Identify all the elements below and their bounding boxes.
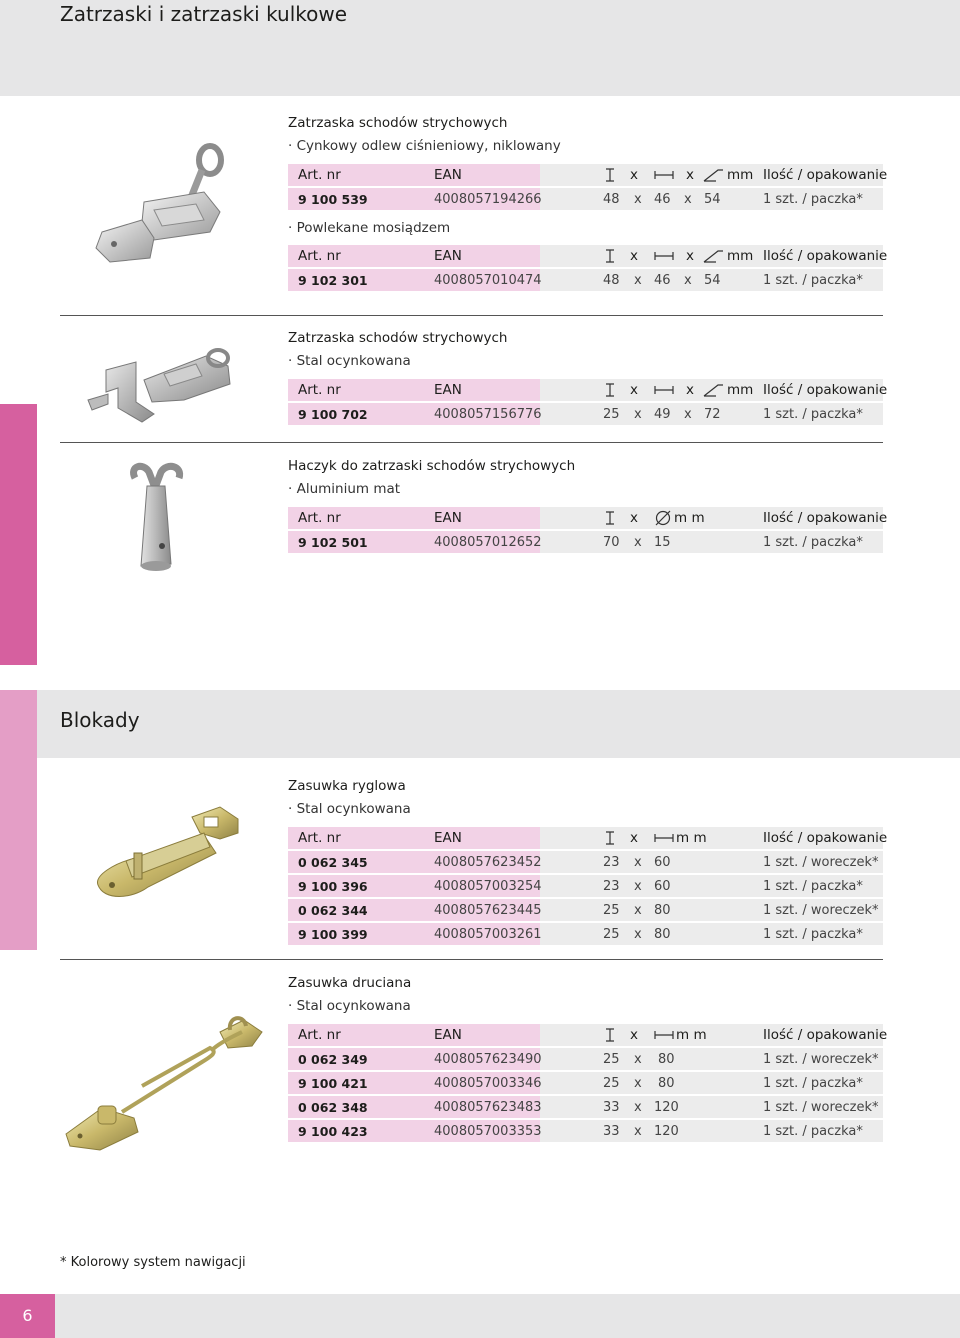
navigation-strip-light: [0, 690, 37, 950]
height-icon: [604, 1028, 616, 1042]
dim-value: 54: [704, 192, 721, 207]
footer-band: [55, 1294, 960, 1338]
dim-value: 80: [654, 927, 671, 942]
quantity: 1 szt. / paczka*: [763, 1124, 863, 1139]
dim-value: 23: [603, 879, 620, 894]
quantity: 1 szt. / woreczek*: [763, 903, 879, 918]
dim-x: x: [634, 1052, 642, 1067]
quantity: 1 szt. / paczka*: [763, 407, 863, 422]
dim-x: x: [634, 879, 642, 894]
ean-code: 4008057623490: [434, 1052, 542, 1067]
dim-value: 48: [603, 192, 620, 207]
dim-x: x: [634, 903, 642, 918]
dim-x: x: [634, 192, 642, 207]
product-section: [288, 972, 888, 1144]
product-title: Zatrzaska schodów strychowych: [288, 330, 508, 346]
dim-x: x: [684, 192, 692, 207]
unit-mm: mm: [727, 167, 754, 183]
quantity: 1 szt. / woreczek*: [763, 855, 879, 870]
quantity: 1 szt. / paczka*: [763, 192, 863, 207]
table-row: [288, 851, 883, 875]
table-row: [288, 1120, 883, 1144]
dim-x: x: [684, 407, 692, 422]
ean-code: 4008057003261: [434, 927, 542, 942]
product-title: Zatrzaska schodów strychowych: [288, 115, 508, 131]
col-art: Art. nr: [298, 167, 341, 183]
dim-value: 70: [603, 535, 620, 550]
art-number: 9 100 539: [298, 192, 368, 207]
table-header-row: [288, 245, 888, 269]
product-material: · Stal ocynkowana: [288, 998, 411, 1014]
dim-x: x: [634, 1100, 642, 1115]
art-number: 9 100 396: [298, 879, 368, 894]
table-row: [288, 531, 883, 555]
art-number: 9 100 399: [298, 927, 368, 942]
dim-x: x: [630, 510, 638, 526]
product-section: [288, 327, 888, 427]
product-material: · Powlekane mosiądzem: [288, 220, 451, 236]
height-icon: [604, 168, 616, 182]
dim-x: x: [634, 927, 642, 942]
ean-code: 4008057623483: [434, 1100, 542, 1115]
col-ean: EAN: [434, 248, 462, 264]
navigation-strip-dark: [0, 404, 37, 665]
height-icon: [604, 249, 616, 263]
dim-x: x: [634, 1124, 642, 1139]
length-icon: [702, 168, 724, 182]
width-icon: [654, 383, 674, 397]
width-icon: [654, 249, 674, 263]
col-qty: Ilość / opakowanie: [763, 382, 888, 398]
quantity: 1 szt. / paczka*: [763, 535, 863, 550]
dim-x: x: [630, 248, 638, 264]
dim-value: 49: [654, 407, 671, 422]
dim-x: x: [634, 407, 642, 422]
art-number: 9 100 423: [298, 1124, 368, 1139]
bolt-latch-image: [92, 805, 242, 910]
ean-code: 4008057003346: [434, 1076, 542, 1091]
separator-line: [60, 315, 883, 316]
dim-value: 60: [654, 879, 671, 894]
col-art: Art. nr: [298, 1027, 341, 1043]
product-material: · Stal ocynkowana: [288, 353, 411, 369]
table-header-row: [288, 1024, 888, 1048]
dim-value: 25: [603, 1076, 620, 1091]
page-number: 6: [0, 1294, 55, 1338]
wire-latch-image: [62, 1012, 267, 1152]
table-row: [288, 1072, 883, 1096]
art-number: 9 100 421: [298, 1076, 368, 1091]
art-number: 0 062 344: [298, 903, 368, 918]
attic-hook-image: [125, 460, 190, 575]
ean-code: 4008057003353: [434, 1124, 542, 1139]
ean-code: 4008057012652: [434, 535, 542, 550]
dim-value: 33: [603, 1100, 620, 1115]
section-header-band: [37, 690, 960, 758]
col-qty: Ilość / opakowanie: [763, 1027, 888, 1043]
col-qty: Ilość / opakowanie: [763, 830, 888, 846]
table-row: [288, 923, 883, 947]
ean-code: 4008057623452: [434, 855, 542, 870]
page-title: Zatrzaski i zatrzaski kulkowe: [60, 2, 348, 26]
product-section: [288, 112, 888, 293]
product-title: Zasuwka ryglowa: [288, 778, 406, 794]
dim-value: 46: [654, 273, 671, 288]
dim-value: 80: [658, 1076, 675, 1091]
ean-code: 4008057010474: [434, 273, 542, 288]
length-icon: [702, 383, 724, 397]
separator-line: [60, 442, 883, 443]
dim-value: 48: [603, 273, 620, 288]
attic-latch-zinc-image: [86, 340, 236, 430]
ean-code: 4008057623445: [434, 903, 542, 918]
col-art: Art. nr: [298, 382, 341, 398]
height-icon: [604, 511, 616, 525]
col-qty: Ilość / opakowanie: [763, 167, 888, 183]
width-icon: [654, 168, 674, 182]
art-number: 9 100 702: [298, 407, 368, 422]
top-header-band: [0, 0, 960, 96]
ean-code: 4008057194266: [434, 192, 542, 207]
section-title: Blokady: [60, 708, 140, 732]
dim-x: x: [634, 273, 642, 288]
dim-value: 120: [654, 1100, 679, 1115]
attic-latch-nickel-image: [92, 140, 232, 270]
unit-mm: m m: [676, 1027, 707, 1043]
table-row: [288, 1048, 883, 1072]
height-icon: [604, 383, 616, 397]
table-row: [288, 188, 883, 212]
unit-mm: mm: [727, 248, 754, 264]
dim-value: 25: [603, 927, 620, 942]
dim-value: 25: [603, 903, 620, 918]
unit-mm: m m: [676, 830, 707, 846]
width-icon: [654, 831, 674, 845]
dim-x: x: [686, 167, 694, 183]
col-art: Art. nr: [298, 510, 341, 526]
footnote: * Kolorowy system nawigacji: [60, 1255, 246, 1270]
product-material: · Stal ocynkowana: [288, 801, 411, 817]
dim-value: 54: [704, 273, 721, 288]
dim-value: 120: [654, 1124, 679, 1139]
ean-code: 4008057156776: [434, 407, 542, 422]
dim-x: x: [634, 855, 642, 870]
dim-x: x: [630, 1027, 638, 1043]
quantity: 1 szt. / woreczek*: [763, 1100, 879, 1115]
dim-x: x: [630, 382, 638, 398]
diameter-icon: [654, 510, 672, 526]
art-number: 9 102 501: [298, 535, 368, 550]
dim-value: 46: [654, 192, 671, 207]
product-title: Zasuwka druciana: [288, 975, 412, 991]
col-ean: EAN: [434, 1027, 462, 1043]
product-section: [288, 455, 888, 555]
quantity: 1 szt. / paczka*: [763, 1076, 863, 1091]
product-material: · Cynkowy odlew ciśnieniowy, niklowany: [288, 138, 561, 154]
table-row: [288, 899, 883, 923]
unit-mm: m m: [674, 510, 705, 526]
dim-value: 25: [603, 407, 620, 422]
dim-value: 23: [603, 855, 620, 870]
dim-x: x: [630, 830, 638, 846]
table-header-row: [288, 827, 888, 851]
product-section: [288, 775, 888, 947]
col-ean: EAN: [434, 167, 462, 183]
dim-x: x: [634, 535, 642, 550]
quantity: 1 szt. / paczka*: [763, 273, 863, 288]
dim-value: 72: [704, 407, 721, 422]
dim-value: 60: [654, 855, 671, 870]
quantity: 1 szt. / paczka*: [763, 879, 863, 894]
table-row: [288, 1096, 883, 1120]
col-ean: EAN: [434, 830, 462, 846]
col-qty: Ilość / opakowanie: [763, 510, 888, 526]
table-row: [288, 269, 883, 293]
table-header-row: [288, 164, 888, 188]
dim-value: 25: [603, 1052, 620, 1067]
quantity: 1 szt. / paczka*: [763, 927, 863, 942]
col-art: Art. nr: [298, 830, 341, 846]
col-ean: EAN: [434, 510, 462, 526]
unit-mm: mm: [727, 382, 754, 398]
height-icon: [604, 831, 616, 845]
dim-x: x: [686, 382, 694, 398]
art-number: 9 102 301: [298, 273, 368, 288]
separator-line: [60, 959, 883, 960]
table-header-row: [288, 507, 888, 531]
dim-value: 80: [658, 1052, 675, 1067]
art-number: 0 062 345: [298, 855, 368, 870]
width-icon: [654, 1028, 674, 1042]
dim-value: 80: [654, 903, 671, 918]
dim-x: x: [686, 248, 694, 264]
product-title: Haczyk do zatrzaski schodów strychowych: [288, 458, 576, 474]
product-material: · Aluminium mat: [288, 481, 401, 497]
table-header-row: [288, 379, 888, 403]
dim-x: x: [634, 1076, 642, 1091]
col-qty: Ilość / opakowanie: [763, 248, 888, 264]
col-art: Art. nr: [298, 248, 341, 264]
art-number: 0 062 348: [298, 1100, 368, 1115]
table-row: [288, 403, 883, 427]
col-ean: EAN: [434, 382, 462, 398]
art-number: 0 062 349: [298, 1052, 368, 1067]
dim-x: x: [630, 167, 638, 183]
table-row: [288, 875, 883, 899]
ean-code: 4008057003254: [434, 879, 542, 894]
quantity: 1 szt. / woreczek*: [763, 1052, 879, 1067]
dim-value: 33: [603, 1124, 620, 1139]
length-icon: [702, 249, 724, 263]
dim-value: 15: [654, 535, 671, 550]
dim-x: x: [684, 273, 692, 288]
